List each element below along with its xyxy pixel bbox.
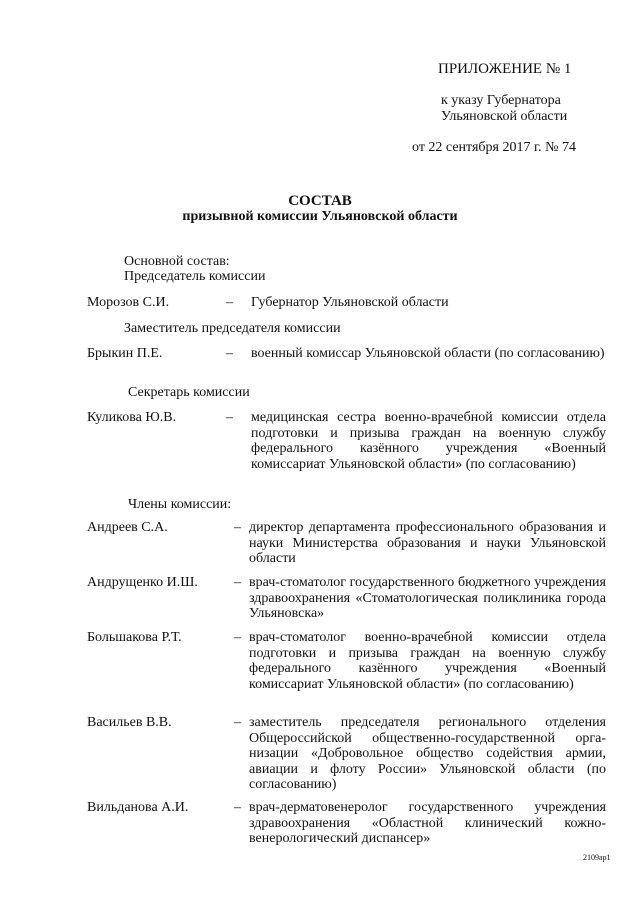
- member-dash: –: [234, 715, 241, 730]
- document-title: СОСТАВ: [288, 193, 352, 209]
- member-position-kulikova: медицинская сестра военно-врачебной комиссии отдела подготовки и призыва граждан на военную службу федерального казённого учреждения «Военный комиссариат Ульяновской области» (по согласованию): [251, 410, 606, 472]
- member-position-brykin: военный комиссар Ульяновской области (по согласованию): [251, 346, 605, 361]
- member-position-andrushchenko: врач-стоматолог государственного бюджетного учреждения здравоохранения «Стоматологическая поликлиника города Ульяновска»: [249, 575, 606, 621]
- appendix-number: ПРИЛОЖЕНИЕ № 1: [438, 61, 572, 77]
- section-main-composition: Основной состав:: [124, 254, 230, 269]
- section-deputy-chairman: Заместитель председателя комиссии: [124, 321, 341, 336]
- document-code: 2109ар1: [583, 853, 611, 862]
- section-secretary: Секретарь комиссии: [128, 385, 250, 400]
- member-name-bolshakova: Большакова Р.Т.: [87, 630, 182, 645]
- section-members: Члены комиссии:: [128, 497, 232, 512]
- member-dash: –: [226, 346, 233, 361]
- member-position-vildanova: врач-дерматовенеролог государственного учреждения здравоохранения «Областной клинический кожно-венерологический диспансер»: [249, 800, 606, 846]
- member-name-vildanova: Вильданова А.И.: [87, 800, 189, 815]
- member-position-andreev: директор департамента профессионального образования и науки Министерства образования и науки Ульяновской области: [249, 520, 606, 566]
- member-name-andrushchenko: Андрущенко И.Ш.: [87, 575, 198, 590]
- member-dash: –: [226, 410, 233, 425]
- member-dash: –: [226, 295, 233, 310]
- member-name-vasiliev: Васильев В.В.: [87, 715, 172, 730]
- member-position-morozov: Губернатор Ульяновской области: [251, 295, 449, 310]
- decree-date: от 22 сентября 2017 г. № 74: [412, 140, 576, 155]
- member-name-morozov: Морозов С.И.: [87, 295, 170, 310]
- member-name-brykin: Брыкин П.Е.: [87, 346, 163, 361]
- member-name-andreev: Андреев С.А.: [87, 520, 168, 535]
- decree-reference-line1: к указу Губернатора: [441, 93, 561, 108]
- member-dash: –: [234, 800, 241, 815]
- member-dash: –: [234, 575, 241, 590]
- member-position-vasiliev: заместитель председателя регионального отделения Общероссийской общественно-государственной организации «Добровольное общество содействия армии, авиации и флоту России» Ульяновской области (по согласованию): [249, 715, 606, 792]
- section-chairman: Председатель комиссии: [124, 269, 266, 284]
- decree-reference-line2: Ульяновской области: [441, 109, 568, 124]
- member-dash: –: [234, 630, 241, 645]
- document-subtitle: призывной комиссии Ульяновской области: [182, 209, 458, 224]
- member-name-kulikova: Куликова Ю.В.: [87, 410, 177, 425]
- member-position-bolshakova: врач-стоматолог военно-врачебной комиссии отдела подготовки и призыва граждан на военную службу федерального казённого учреждения «Военный комиссариат Ульяновской области» (по согласованию): [249, 630, 606, 692]
- member-dash: –: [234, 520, 241, 535]
